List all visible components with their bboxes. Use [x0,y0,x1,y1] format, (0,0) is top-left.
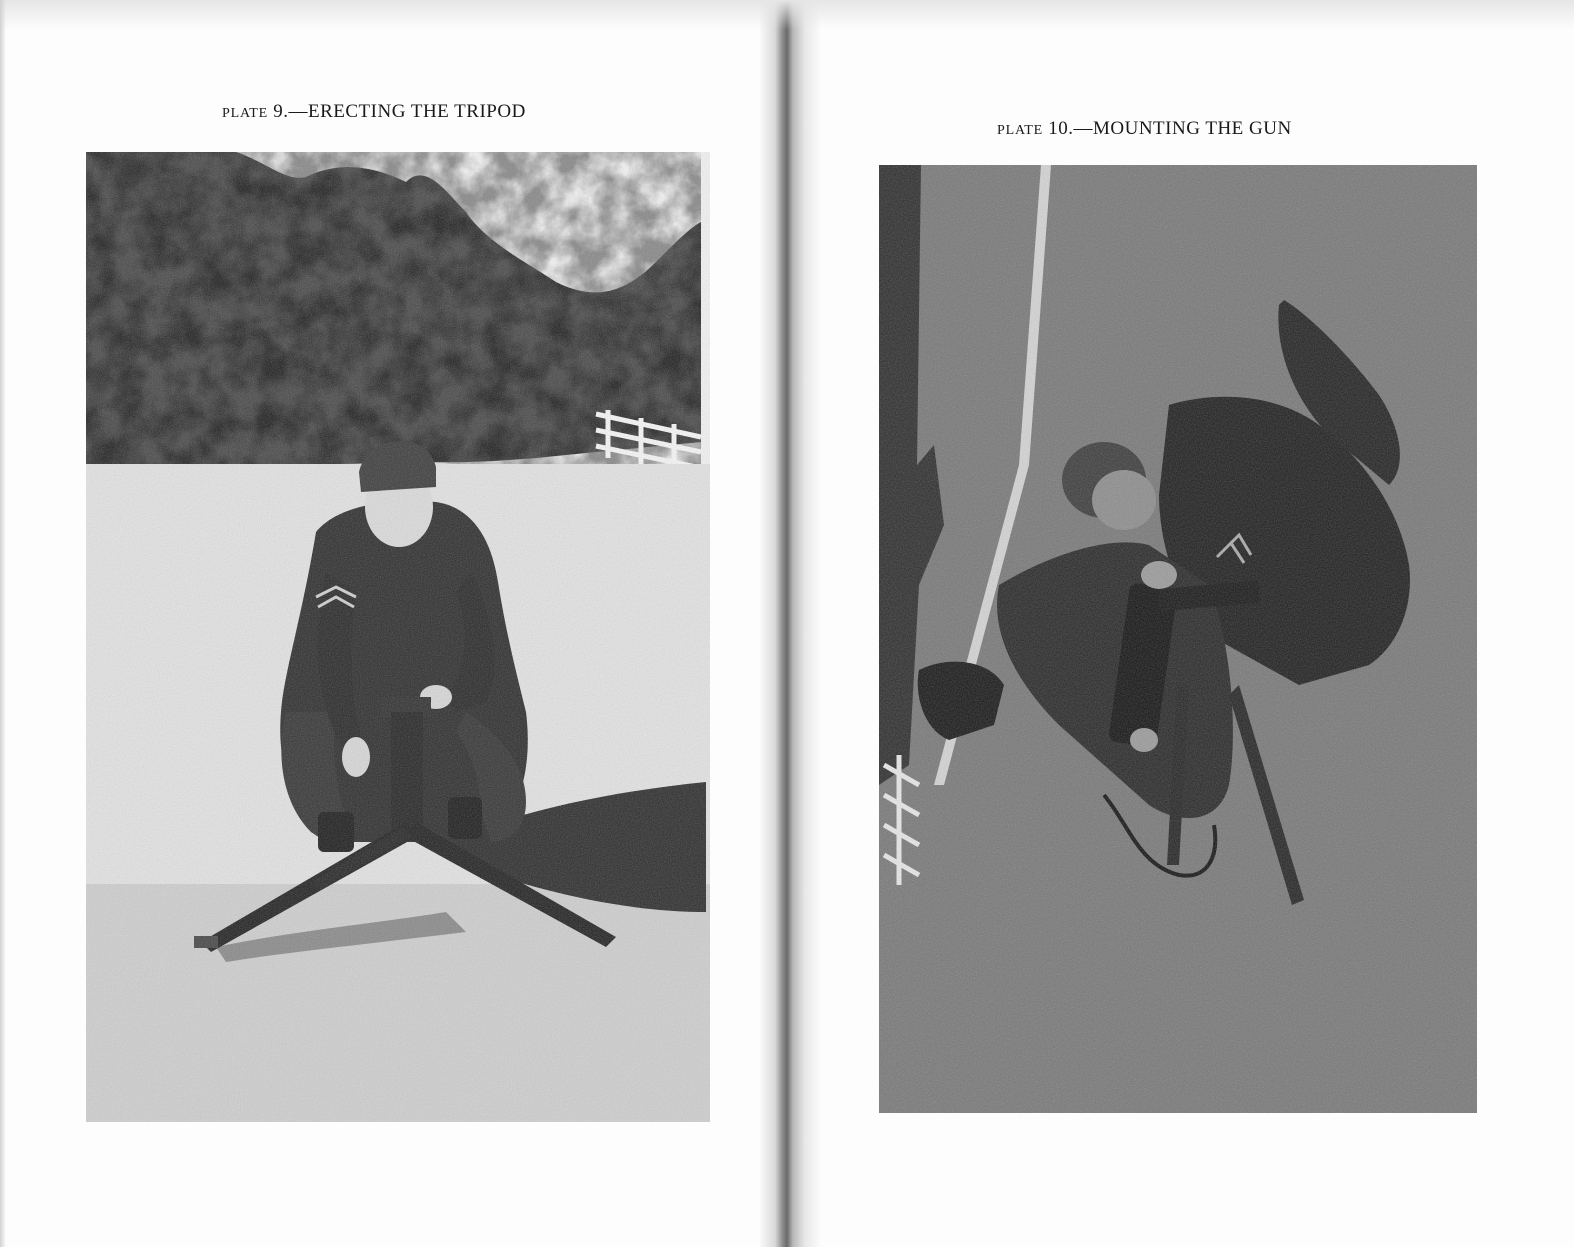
plate-number: 10. [1048,118,1074,139]
scan-top-shadow [0,0,1574,30]
book-gutter [760,0,820,1247]
photo-soldiers-mounting-gun-icon [879,165,1477,1113]
plate-label [222,106,268,121]
plate-10-caption [997,118,1292,140]
scan-left-edge [0,0,6,1247]
plate-title: —MOUNTING THE GUN [1073,118,1292,139]
plate-9-caption [222,101,526,123]
plate-9-photo [86,152,710,1122]
plate-title: —ERECTING THE TRIPOD [288,101,526,122]
plate-label-text: PLATE [222,106,268,121]
photo-soldier-erecting-tripod-icon [86,152,710,1122]
plate-label-text: PLATE [997,123,1043,138]
plate-label [997,123,1043,138]
plate-10-photo [879,165,1477,1113]
plate-number: 9. [273,101,289,122]
